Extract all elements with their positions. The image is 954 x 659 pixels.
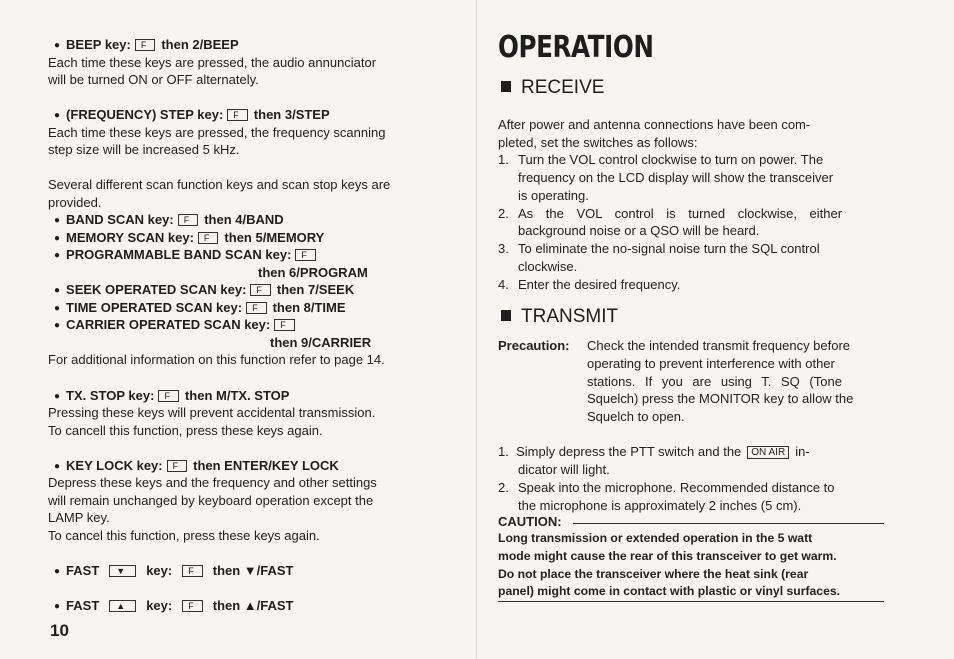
scan-reference: For additional information on this function refer to page 14. [48, 352, 385, 367]
f-key-icon: F [227, 109, 248, 121]
beep-then: then 2/BEEP [161, 37, 239, 52]
caution-line-1: Long transmission or extended operation in the 5 watt [498, 531, 813, 545]
precaution-label: Precaution: [498, 338, 570, 353]
fast-label: FAST [66, 563, 100, 578]
carrier-scan-then: then 9/CARRIER [270, 335, 372, 350]
txstop-desc-1: Pressing these keys will prevent accidental transmission. [48, 405, 376, 420]
f-key-icon: F [135, 39, 156, 51]
keylock-desc-3: LAMP key. [48, 510, 110, 525]
receive-step-number: 1. [498, 152, 509, 167]
f-key-icon: F [178, 214, 199, 226]
scan-item-label: SEEK OPERATED SCAN key: [66, 282, 247, 297]
scan-item-then: then 5/MEMORY [224, 230, 325, 245]
scan-item-then: then 4/BAND [204, 212, 284, 227]
program-scan-line [54, 246, 322, 266]
precaution-line-4: Squelch) press the MONITOR key to allow the [587, 391, 854, 406]
keylock-desc-2: will remain unchanged by keyboard operation except the [48, 493, 374, 508]
beep-key-line [54, 36, 239, 56]
f-key-icon: F [182, 600, 203, 612]
fast-mid: key: [146, 598, 173, 613]
transmit-step-1-line-1: 1. Simply depress the PTT switch and the ON AIR in- [498, 444, 810, 459]
scan-item-label: TIME OPERATED SCAN key: [66, 300, 243, 315]
beep-desc-1: Each time these keys are pressed, the audio annunciator [48, 55, 377, 70]
receive-step-number: 3. [498, 241, 509, 256]
fast-down-line [54, 562, 294, 582]
fast-up-line [54, 597, 294, 617]
transmit-step-2-number: 2. [498, 480, 509, 495]
receive-step-3-line-2: clockwise. [518, 259, 578, 274]
up-arrow-key-icon: ▲ [109, 600, 136, 612]
transmit-step-2-line-1: Speak into the microphone. Recommended distance to [518, 480, 835, 495]
f-key-icon: F [295, 249, 316, 261]
precaution-line-5: Squelch to open. [587, 409, 685, 424]
scan-item-label: MEMORY SCAN key: [66, 230, 194, 245]
page-title: OPERATION [498, 30, 654, 65]
f-key-icon: F [167, 460, 188, 472]
txstop-desc-2: To cancell this function, press these keys again. [48, 423, 323, 438]
program-scan-then: then 6/PROGRAM [258, 265, 368, 280]
f-key-icon: F [182, 565, 203, 577]
scan-intro-2: provided. [48, 195, 102, 210]
fast-down-then: then ▼/FAST [212, 563, 294, 578]
caution-label: CAUTION: [498, 514, 562, 529]
keylock-desc-4: To cancel this function, press these keys again. [48, 528, 320, 543]
page-number: 10 [50, 621, 69, 640]
transmit-step-1-line-2: dicator will light. [518, 462, 610, 477]
f-key-icon: F [158, 390, 179, 402]
step-then: then 3/STEP [253, 107, 330, 122]
caution-bottom-rule [498, 601, 884, 602]
beep-label: BEEP key: [66, 37, 131, 52]
keylock-label: KEY LOCK key: [66, 458, 163, 473]
fast-label: FAST [66, 598, 100, 613]
transmit-step-1-hyphen: in- [795, 444, 810, 459]
receive-step-1-line-2: frequency on the LCD display will show the transceiver [518, 170, 834, 185]
right-page [477, 0, 954, 659]
f-key-icon: F [246, 302, 267, 314]
receive-step-3-line-1: To eliminate the no-signal noise turn the SQL control [518, 241, 820, 256]
caution-line-2: mode might cause the rear of this transceiver to get warm. [498, 549, 837, 563]
fast-up-then: then ▲/FAST [212, 598, 294, 613]
scan-intro-1: Several different scan function keys and scan stop keys are [48, 177, 391, 192]
precaution-line-2: operating to prevent interference with other [587, 356, 835, 371]
seek-scan-line [54, 281, 354, 301]
txstop-label: TX. STOP key: [66, 388, 155, 403]
step-key-line [54, 106, 330, 126]
precaution-line-3: stations. If you are using T. SQ (Tone [587, 374, 842, 389]
beep-desc-2: will be turned ON or OFF alternately. [48, 72, 259, 87]
scan-item-label: CARRIER OPERATED SCAN key: [66, 317, 271, 332]
fast-mid: key: [146, 563, 173, 578]
transmit-heading: TRANSMIT [501, 306, 618, 328]
scan-item-then: then 7/SEEK [276, 282, 355, 297]
caution-line-4: panel) might come in contact with plastic or vinyl surfaces. [498, 584, 841, 598]
scan-item-label: BAND SCAN key: [66, 212, 174, 227]
carrier-scan-line [54, 316, 301, 336]
precaution-line-1: Check the intended transmit frequency before [587, 338, 851, 353]
transmit-step-2-line-2: the microphone is approximately 2 inches (5 cm). [518, 498, 802, 513]
receive-heading: RECEIVE [501, 77, 604, 99]
caution-line-3: Do not place the transceiver where the heat sink (rear [498, 567, 809, 581]
caution-rule [573, 523, 884, 524]
scan-item-label: PROGRAMMABLE BAND SCAN key: [66, 247, 292, 262]
receive-step-2-line-1: As the VOL control is turned clockwise, either [518, 206, 843, 221]
receive-step-4-line-1: Enter the desired frequency. [518, 277, 681, 292]
receive-intro-2: pleted, set the switches as follows: [498, 135, 698, 150]
on-air-indicator-label: ON AIR [747, 446, 789, 459]
step-desc-2: step size will be increased 5 kHz. [48, 142, 240, 157]
keylock-then: then ENTER/KEY LOCK [193, 458, 339, 473]
f-key-icon: F [198, 232, 219, 244]
scan-item-then: then 8/TIME [272, 300, 346, 315]
txstop-then: then M/TX. STOP [184, 388, 290, 403]
keylock-desc-1: Depress these keys and the frequency and other settings [48, 475, 377, 490]
receive-step-1-line-3: is operating. [518, 188, 589, 203]
receive-step-number: 4. [498, 277, 509, 292]
f-key-icon: F [250, 284, 271, 296]
step-desc-1: Each time these keys are pressed, the frequency scanning [48, 125, 386, 140]
down-arrow-key-icon: ▼ [109, 565, 136, 577]
receive-intro-1: After power and antenna connections have been com- [498, 117, 811, 132]
step-label: (FREQUENCY) STEP key: [66, 107, 224, 122]
f-key-icon: F [274, 319, 295, 331]
band-scan-line [54, 211, 284, 231]
receive-step-2-line-2: background noise or a QSO will be heard. [518, 223, 760, 238]
transmit-step-1-text: Simply depress the PTT switch and the [516, 444, 742, 459]
receive-step-1-line-1: Turn the VOL control clockwise to turn on power. The [518, 152, 824, 167]
receive-step-number: 2. [498, 206, 509, 221]
